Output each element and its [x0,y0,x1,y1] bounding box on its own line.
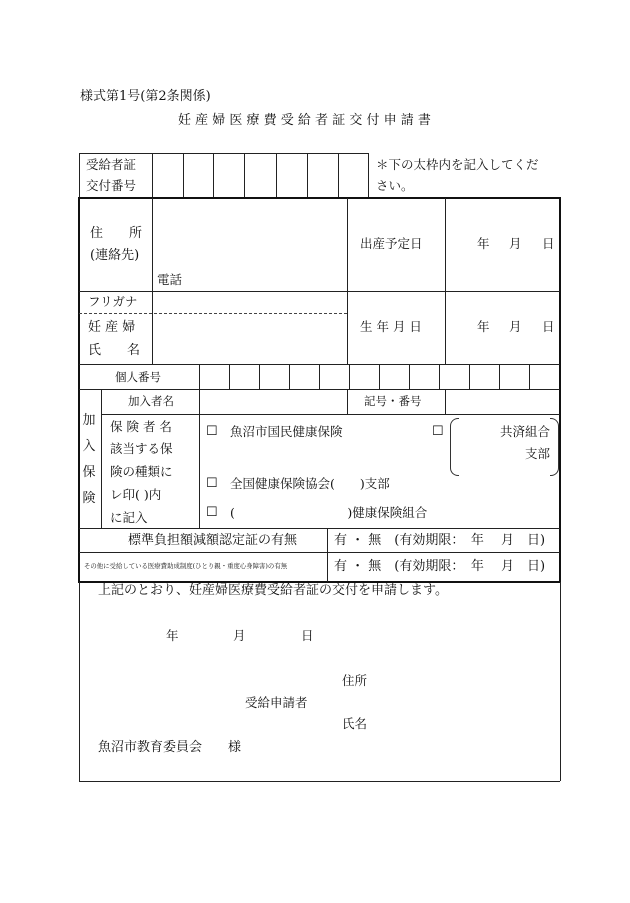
symbol-number-label: 記号・番号 [364,394,422,408]
checkbox-kyokai[interactable]: ☐ [206,476,218,491]
option-kokuho: 魚沼市国民健康保険 [230,424,343,439]
name-field[interactable] [154,315,346,363]
addressee: 魚沼市教育委員会 様 [98,740,242,755]
insurance-vertical-label: 加入保険 [82,413,96,506]
form-number: 様式第1号(第2条関係) [80,89,211,104]
applicant-name-label: 氏名 [342,716,368,731]
other-subsidy-label: その他に受給している医療費助成制度(ひとり親・重度心身障害)の有無 [84,562,288,570]
applicant-label: 受給申請者 [245,695,308,710]
option-kyosai-branch: 支部 [525,446,551,461]
kyosai-right-bracket [550,418,559,476]
option-kyosai: 共済組合 [500,424,551,439]
cert-number-label-2: 交付番号 [86,178,137,193]
statement: 上記のとおり、妊産婦医療費受給者証の交付を申請します。 [98,583,448,598]
birth-date-year: 年 [477,319,490,334]
furigana-field[interactable] [154,293,346,312]
insurer-label-4: レ印( )内 [110,487,162,502]
address-field[interactable] [154,200,346,290]
option-kumiai: ( )健康保険組合 [230,505,428,520]
subscriber-name-field[interactable] [201,391,346,413]
cert-number-label-1: 受給者証 [86,157,137,172]
subscriber-name-label: 加入者名 [128,394,174,408]
option-kyokai: 全国健康保険協会( )支部 [230,476,390,491]
due-date-year: 年 [477,236,490,251]
date-month: 月 [233,628,246,643]
reduction-value[interactable]: 有 ・ 無 (有効期限： 年 月 日) [334,533,546,548]
insurer-label-2: 該当する保 [110,441,173,456]
address-label-1: 住 所 [90,226,143,241]
instruction-line-1: ＊下の太枠内を記入してくだ [376,157,539,172]
kyosai-left-bracket [450,418,459,476]
insurer-label-1: 保 険 者 名 [110,419,172,434]
birth-date-month: 月 [509,319,522,334]
symbol-number-field[interactable] [447,391,559,413]
insurer-label-5: に記入 [110,510,148,525]
due-date-day: 日 [542,236,555,251]
form-title: 妊 産 婦 医 療 費 受 給 者 証 交 付 申 請 書 [178,113,431,128]
birth-date-day: 日 [542,319,555,334]
checkbox-kyosai[interactable]: ☐ [432,424,444,439]
insurer-label-3: 険の種類に [110,464,173,479]
checkbox-kokuho[interactable]: ☐ [206,424,218,439]
other-subsidy-value[interactable]: 有 ・ 無 (有効期限： 年 月 日) [334,559,546,574]
date-year: 年 [166,628,179,643]
instruction-line-2: さい。 [376,178,414,193]
furigana-label: フリガナ [88,294,138,309]
checkbox-kumiai[interactable]: ☐ [206,505,218,520]
phone-label: 電話 [157,272,183,287]
reduction-label: 標準負担額減額認定証の有無 [128,533,298,548]
personal-number-label: 個人番号 [115,370,161,384]
applicant-address-label: 住所 [342,673,368,688]
due-date-label: 出産予定日 [360,236,423,251]
address-label-2: (連絡先) [90,248,140,263]
name-label-2: 氏 名 [88,343,141,358]
name-label-1: 妊 産 婦 [88,320,136,335]
birth-date-label: 生 年 月 日 [360,319,422,334]
due-date-month: 月 [509,236,522,251]
date-day: 日 [301,628,314,643]
